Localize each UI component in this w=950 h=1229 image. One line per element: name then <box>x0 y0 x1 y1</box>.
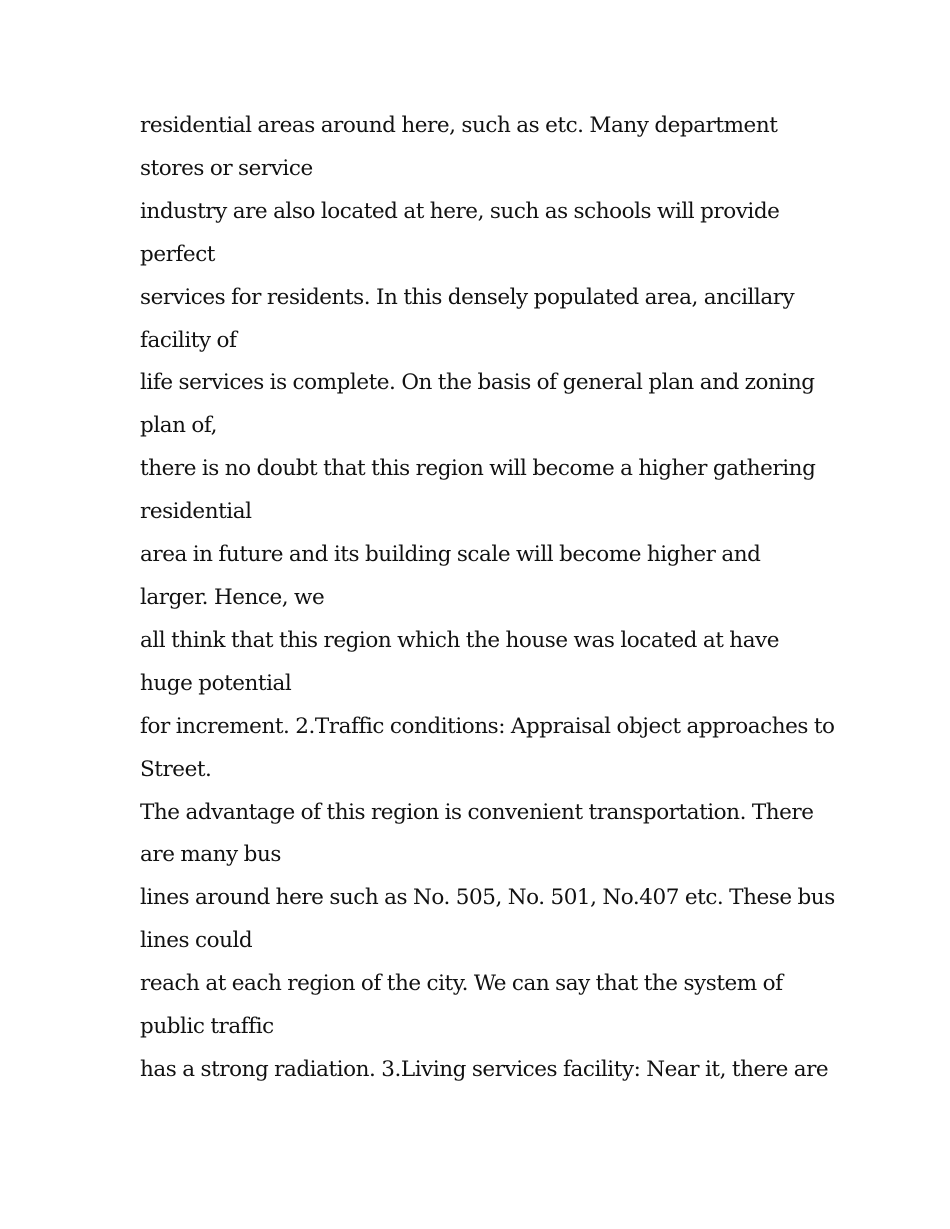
text-line: are many bus <box>140 842 281 868</box>
text-line: huge potential <box>140 670 292 696</box>
text-line: services for residents. In this densely populated area, ancillary <box>140 284 795 310</box>
text-line: residential areas around here, such as etc. Many department <box>140 113 778 138</box>
text-line: lines could <box>140 928 253 954</box>
text-line: residential <box>140 499 252 525</box>
text-line: area in future and its building scale will become higher and <box>140 542 761 568</box>
text-line: plan of, <box>140 413 218 439</box>
text-line: The advantage of this region is convenient transportation. There <box>140 799 814 825</box>
text-line: all think that this region which the house was located at have <box>140 627 780 653</box>
text-line: Street. <box>140 756 212 782</box>
text-line: industry are also located at here, such as schools will provide <box>140 198 780 224</box>
text-line: stores or service <box>140 155 313 181</box>
text-line: perfect <box>140 241 215 267</box>
body-text <box>140 105 835 1092</box>
text-line: larger. Hence, we <box>140 584 325 610</box>
text-line: lines around here such as No. 505, No. 501, No.407 etc. These bus <box>140 885 835 911</box>
text-line: has a strong radiation. 3.Living services facility: Near it, there are <box>140 1056 829 1082</box>
text-line: life services is complete. On the basis of general plan and zoning <box>140 370 815 396</box>
text-line: reach at each region of the city. We can say that the system of <box>140 971 783 997</box>
text-line: there is no doubt that this region will become a higher gathering <box>140 456 816 482</box>
text-line: public traffic <box>140 1014 274 1040</box>
text-line: facility of <box>140 327 237 353</box>
text-line: for increment. 2.Traffic conditions: Appraisal object approaches to <box>140 713 835 739</box>
